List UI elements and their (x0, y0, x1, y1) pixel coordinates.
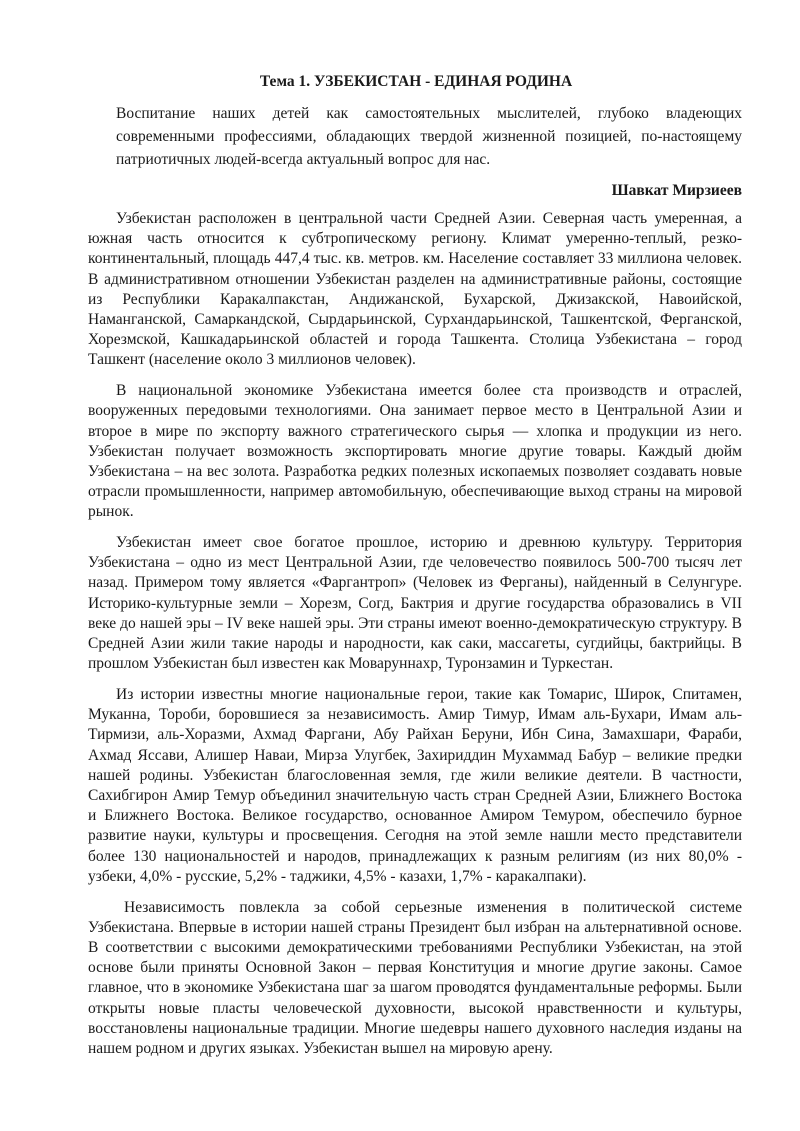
paragraph-heroes: Из истории известны многие национальные герои, такие как Томарис, Широк, Спитамен, Муканна, Тороби, боровшиеся за независимость. Амир Тимур, Имам аль-Бухари, Имам аль-Тирмизи, аль-Хоразми, Ахмад Фаргани, Абу Райхан Беруни, Ибн Сина, Замахшари, Фараби, Ахмад Яссави, Алишер Наваи, Мирза Улугбек, Захириддин Мухаммад Бабур – великие предки нашей родины. Узбекистан благословенная земля, где жили великие деятели. В частности, Сахибгирон Амир Темур объединил значительную часть стран Средней Азии, Ближнего Востока и Ближнего Востока. Великое государство, основанное Амиром Темуром, обеспечило бурное развитие науки, культуры и просвещения. Сегодня на этой земле нашли место представители более 130 национальностей и народов, принадлежащих к разным религиям (из них 80,0% - узбеки, 4,0% - русские, 5,2% - таджики, 4,5% - казахи, 1,7% - каракалпаки). (88, 685, 742, 885)
paragraph-economy: В национальной экономике Узбекистана имеется более ста производств и отраслей, вооруженных передовыми технологиями. Она занимает первое место в Центральной Азии и второе в мире по экспорту важного стратегического сырья — хлопка и продукции из него. Узбекистан получает возможность экспортировать многие другие товары. Каждый дюйм Узбекистана – на вес золота. Разработка редких полезных ископаемых позволяет создавать новые отрасли промышленности, например автомобильную, обеспечивающие выход страны на мировой рынок. (88, 382, 742, 521)
epigraph-quote: Воспитание наших детей как самостоятельных мыслителей, глубоко владеющих современными профессиями, обладающих твердой жизненной позицией, по-настоящему патриотичных людей-всегда актуальный вопрос для нас. (116, 105, 742, 168)
document-page (88, 72, 742, 1070)
epigraph-author: Шавкат Мирзиеев (611, 182, 742, 199)
paragraph-geography: Узбекистан расположен в центральной части Средней Азии. Северная часть умеренная, а южная часть относится к субтропическому региону. Климат умеренно-теплый, резко-континентальный, площадь 447,4 тыс. кв. метров. км. Население составляет 33 миллиона человек. В административном отношении Узбекистан разделен на административные районы, состоящие из Республики Каракалпакстан, Андижанской, Бухарской, Джизакской, Навоийской, Наманганской, Самаркандской, Сырдарьинской, Сурхандарьинской, Ташкентской, Ферганской, Хорезмской, Кашкадарьинской областей и города Ташкента. Столица Узбекистана – город Ташкент (население около 3 миллионов человек). (88, 210, 742, 369)
paragraph-history: Узбекистан имеет свое богатое прошлое, историю и древнюю культуру. Территория Узбекистана – одно из мест Центральной Азии, где человечество появилось 500-700 тысяч лет назад. Примером тому является «Фаргантроп» (Человек из Ферганы), найденный в Селунгуре. Историко-культурные земли – Хорезм, Согд, Бактрия и другие государства образовались в VII веке до нашей эры – IV веке нашей эры. Эти страны имеют военно-демократическую структуру. В Средней Азии жили такие народы и народности, как саки, массагеты, сугдийцы, бактрийцы. В прошлом Узбекистан был известен как Моваруннахр, Туронзамин и Туркестан. (88, 534, 742, 673)
paragraph-independence: Независимость повлекла за собой серьезные изменения в политической системе Узбекистана. Впервые в истории нашей страны Президент был избран на альтернативной основе. В соответствии с высокими демократическими требованиями Республики Узбекистан, на этой основе были приняты Основной Закон – первая Конституция и многие другие законы. Самое главное, что в экономике Узбекистана шаг за шагом проводятся фундаментальные реформы. Были открыты новые пласты человеческой духовности, высокой нравственности и культуры, восстановлены национальные традиции. Многие шедевры нашего духовного наследия изданы на нашем родном и других языках. Узбекистан вышел на мировую арену. (88, 898, 742, 1057)
document-title: Тема 1. УЗБЕКИСТАН - ЕДИНАЯ РОДИНА (259, 73, 573, 90)
